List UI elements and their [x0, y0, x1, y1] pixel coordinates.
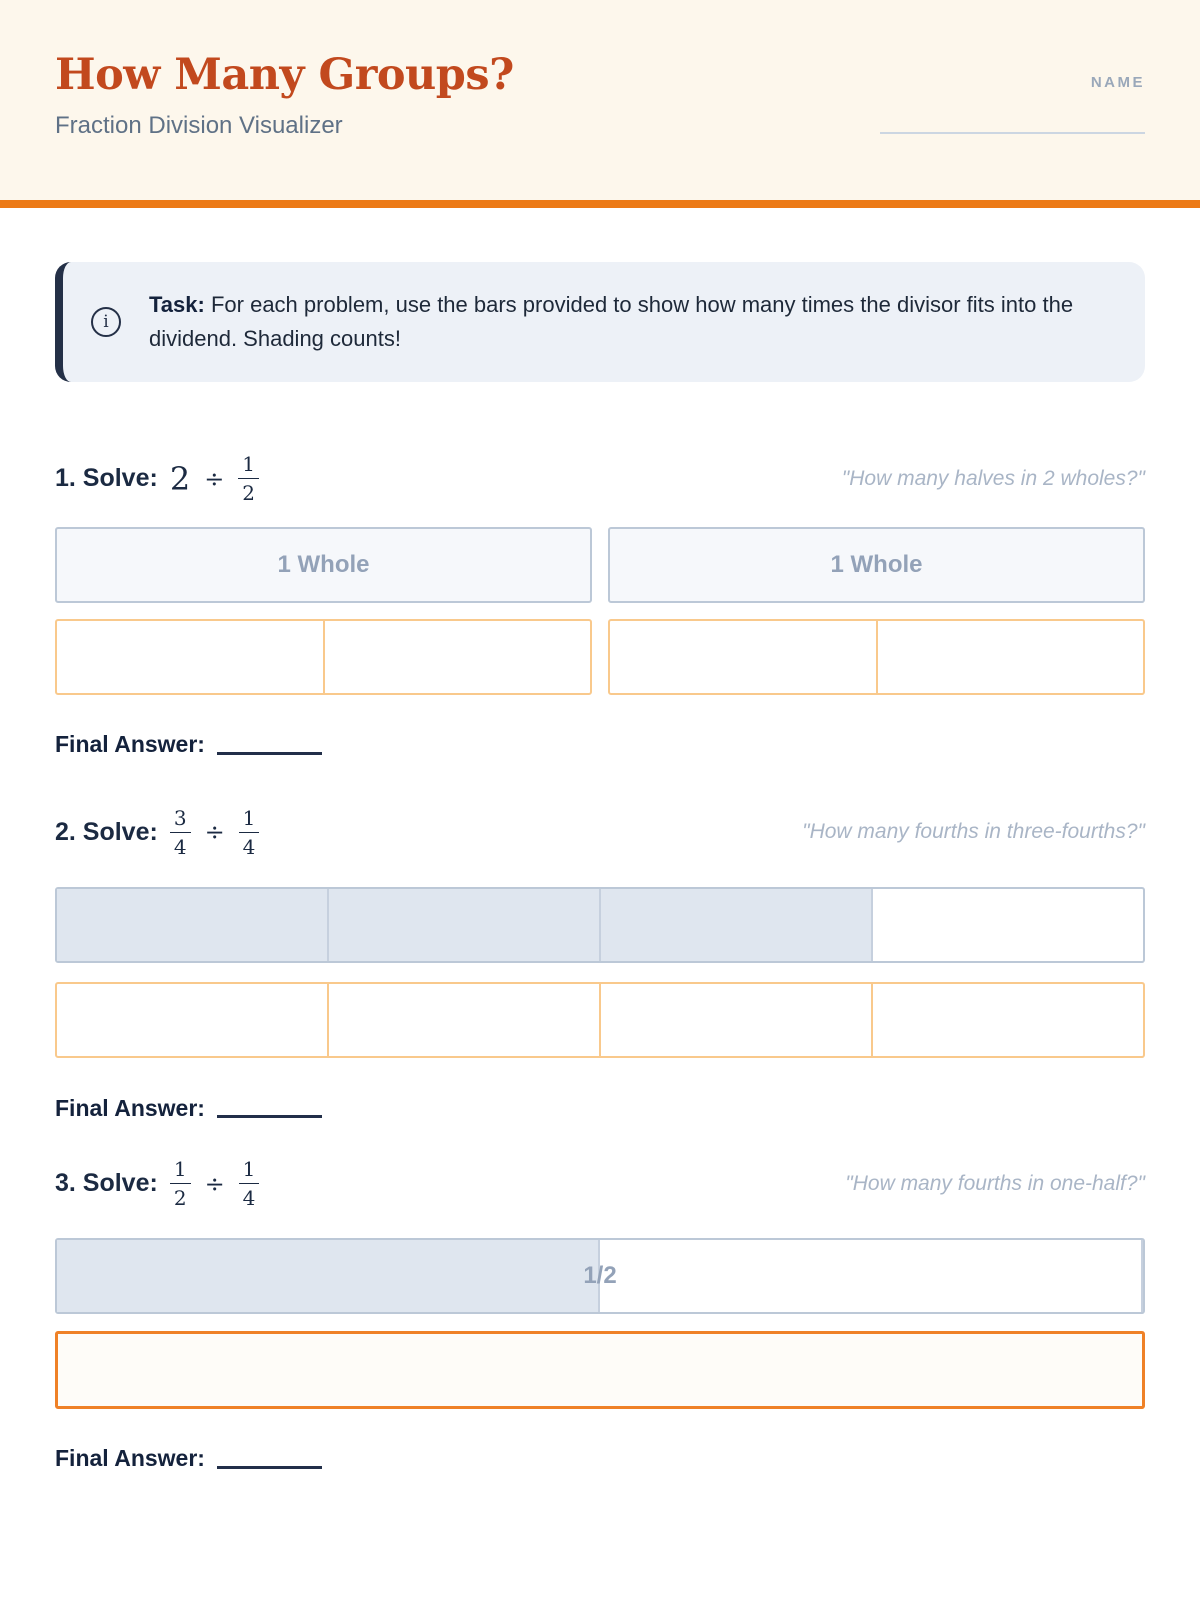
- p2-fourth-cell-shaded[interactable]: [601, 889, 873, 961]
- task-callout: [55, 262, 1145, 382]
- problem-3-expression: [170, 1157, 260, 1211]
- task-description: For each problem, use the bars provided to show how many times the divisor fits into the dividend. Shading counts!: [149, 292, 1074, 352]
- divisor-fraction: [239, 805, 260, 859]
- divisor-denominator: 4: [239, 832, 260, 857]
- p2-fourth-cell[interactable]: [329, 984, 601, 1056]
- p1-half-cell[interactable]: [57, 621, 325, 693]
- dividend-numerator: 3: [173, 805, 187, 830]
- problem-2-expression: [170, 805, 260, 859]
- problem-1-hint: "How many halves in 2 wholes?": [841, 466, 1145, 490]
- p1-half-cell[interactable]: [878, 621, 1144, 693]
- problem-2-title: 2. Solve:: [55, 817, 158, 846]
- task-label: Task:: [149, 292, 205, 317]
- task-text: [149, 288, 1111, 356]
- problem-2-final-answer: [55, 1095, 1145, 1121]
- problem-1-title: 1. Solve:: [55, 464, 158, 493]
- p3-half-cell[interactable]: [600, 1240, 1143, 1312]
- problem-1-shading-bars: [55, 619, 1145, 695]
- p2-fourth-cell[interactable]: [873, 889, 1143, 961]
- dividend-whole: 2: [169, 459, 191, 498]
- problem-3: [55, 1159, 1145, 1471]
- problem-1-expression: [169, 452, 259, 506]
- p2-fourth-cell[interactable]: [601, 984, 873, 1056]
- p1-half-cell[interactable]: [325, 621, 591, 693]
- division-sign: ÷: [204, 818, 225, 847]
- page-subtitle: Fraction Division Visualizer: [55, 112, 343, 139]
- dividend-denominator: 4: [170, 832, 191, 857]
- p1-halves-bar-1: [55, 619, 592, 695]
- p1-halves-bar-2: [608, 619, 1145, 695]
- worksheet-body: [0, 262, 1200, 1576]
- p1-half-cell[interactable]: [610, 621, 878, 693]
- dividend-numerator: 1: [173, 1157, 187, 1182]
- p2-fourth-cell[interactable]: [57, 984, 329, 1056]
- divisor-fraction: [239, 1157, 260, 1211]
- info-icon: i: [91, 307, 121, 337]
- p2-shading-bar: [55, 982, 1145, 1058]
- problem-2-heading: [55, 805, 1145, 859]
- p1-answer-blank[interactable]: [217, 752, 322, 755]
- p3-dividend-bar: [55, 1238, 1145, 1314]
- p1-whole-bar-2[interactable]: 1 Whole: [608, 527, 1145, 603]
- header-divider-rule: [0, 200, 1200, 208]
- task-icon-column: [63, 307, 149, 337]
- divisor-fraction: [238, 452, 259, 506]
- name-label: NAME: [1090, 74, 1145, 91]
- problem-3-hint: "How many fourths in one-half?": [845, 1171, 1145, 1195]
- problem-1-heading: [55, 452, 1145, 506]
- divisor-numerator: 1: [242, 1157, 256, 1182]
- p3-answer-blank[interactable]: [217, 1466, 322, 1469]
- final-answer-label: Final Answer:: [55, 1094, 205, 1121]
- p3-bar-label: 1/2: [583, 1262, 617, 1290]
- final-answer-label: Final Answer:: [55, 731, 205, 758]
- name-block: [880, 50, 1145, 200]
- p3-half-cell-shaded[interactable]: [57, 1240, 600, 1312]
- p2-dividend-bar: [55, 887, 1145, 963]
- p2-fourth-cell[interactable]: [873, 984, 1143, 1056]
- p1-whole-bar-1[interactable]: 1 Whole: [55, 527, 592, 603]
- name-input-line[interactable]: [880, 132, 1145, 134]
- p3-shading-bar[interactable]: [55, 1331, 1145, 1409]
- p2-answer-blank[interactable]: [217, 1115, 322, 1118]
- divisor-denominator: 2: [238, 478, 259, 503]
- worksheet-header: [0, 0, 1200, 200]
- problem-3-heading: [55, 1157, 1145, 1211]
- p2-fourth-cell-shaded[interactable]: [329, 889, 601, 961]
- final-answer-label: Final Answer:: [55, 1445, 205, 1472]
- problem-1-final-answer: [55, 731, 1145, 757]
- problem-3-title: 3. Solve:: [55, 1169, 158, 1198]
- page-title: How Many Groups?: [55, 50, 514, 100]
- division-sign: ÷: [204, 1169, 225, 1198]
- problem-1-whole-bars: [55, 527, 1145, 603]
- divisor-numerator: 1: [242, 805, 256, 830]
- division-sign: ÷: [204, 464, 225, 493]
- divisor-denominator: 4: [239, 1183, 260, 1208]
- divisor-numerator: 1: [242, 452, 256, 477]
- problem-2-hint: "How many fourths in three-fourths?": [802, 820, 1145, 844]
- dividend-fraction: [170, 805, 191, 859]
- p2-fourth-cell-shaded[interactable]: [57, 889, 329, 961]
- problem-2: [55, 805, 1145, 1121]
- title-block: [55, 50, 514, 200]
- dividend-fraction: [170, 1157, 191, 1211]
- dividend-denominator: 2: [170, 1183, 191, 1208]
- problem-3-final-answer: [55, 1445, 1145, 1471]
- problem-1: [55, 454, 1145, 757]
